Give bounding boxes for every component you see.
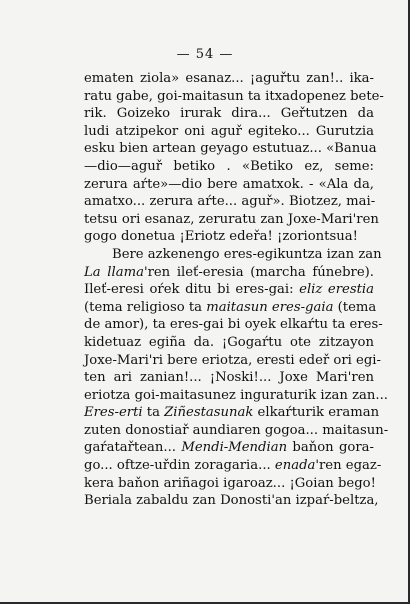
text-line: La llama'ren ileť-eresia (marcha fúnebre).	[84, 264, 374, 280]
body-text	[84, 70, 389, 510]
text-line: kidetuaz egiña da. ¡Gogaŕtu ote zitzayon	[84, 334, 374, 350]
text-line: kera baňon ariñagoi igaroaz... ¡Goian bego!	[84, 475, 376, 491]
text-line: (tema religioso ta maitasun eres-gaia (tema	[84, 299, 377, 315]
text-line: —dio—aguř betiko . «Betiko ez, seme:	[84, 158, 374, 174]
text-line: de amor), ta eres-gai bi oyek elkaŕtu ta eres-	[84, 317, 383, 333]
text-line: Ileť-eresi oŕek ditu bi eres-gai: eliz erestia	[84, 282, 374, 298]
text-line: ten ari zanian!... ¡Noski!... Joxe Mari'ren	[84, 370, 374, 386]
text-line: gaŕatařtean... Mendi-Mendian baňon gora-	[84, 440, 374, 456]
text-line: zerura aŕte»—dio bere amatxok. - «Ala da,	[84, 176, 374, 192]
text-line: Beriala zabaldu zan Donosti'an izpaŕ-beltza,	[84, 493, 379, 509]
text-line: ematen ziola» esanaz... ¡aguřtu zan!.. ika-	[84, 71, 374, 86]
text-line: ludi atzipekor oni aguř egiteko... Gurutzia	[84, 123, 374, 139]
text-line: rik. Goizeko irurak dira... Geřtutzen da	[84, 106, 374, 122]
page-number: — 54 —	[176, 47, 234, 62]
text-line: eriotza goi-maitasunez inguraturik izan zan...	[84, 387, 388, 403]
text-line: gogo donetua ¡Eriotz edeřa! ¡zoriontsua!	[84, 229, 358, 245]
text-line: go... oftze-uřdin zoragaria... enada'ren egaz-	[84, 458, 382, 474]
text-line: Bere azkenengo eres-egikuntza izan zan	[112, 246, 382, 262]
text-line: Eres-erti ta Ziñestasunak elkaŕturik eraman	[84, 405, 380, 421]
text-line: tetsu ori esanaz, zeruratu zan Joxe-Mari'ren	[84, 211, 379, 227]
text-line: amatxo... zerura aŕte... aguř». Biotzez, mai-	[84, 194, 376, 210]
text-line: ratu gabe, goi-maitasun ta itxadopenez bete-	[84, 88, 384, 104]
text-line: Joxe-Mari'ri bere eriotza, eresti edeř ori egi-	[84, 352, 381, 368]
text-line: zuten donostiař aundiaren gogoa... maitasun-	[84, 422, 389, 438]
text-line: esku bien artean geyago estutuaz... «Banua	[84, 141, 377, 157]
